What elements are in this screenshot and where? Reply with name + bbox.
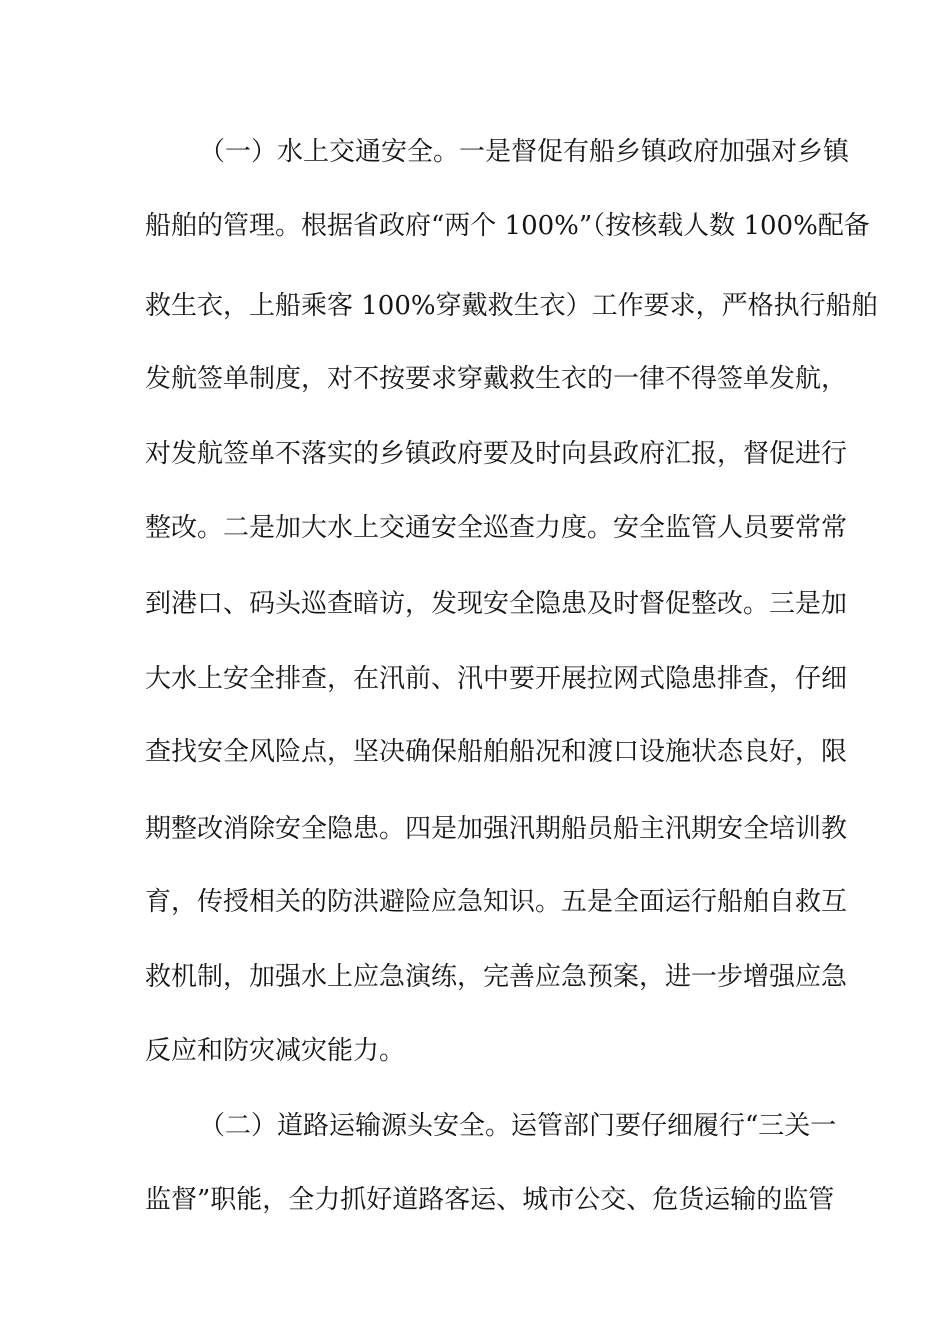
paragraph-1-line-12: 救机制，加强水上应急演练，完善应急预案，进一步增强应急 (145, 962, 848, 992)
paragraph-2-line-1: （二）道路运输源头安全。运管部门要仔细履行“三关一 (199, 1111, 837, 1141)
paragraph-1-line-4: 发航签单制度，对不按要求穿戴救生衣的一律不得签单发航， (145, 364, 848, 394)
paragraph-2-line-2: 监督”职能，全力抓好道路客运、城市公交、危货运输的监管 (145, 1185, 835, 1215)
paragraph-1-line-5: 对发航签单不落实的乡镇政府要及时向县政府汇报，督促进行 (145, 439, 848, 469)
paragraph-1-line-8: 大水上安全排查，在汛前、汛中要开展拉网式隐患排查，仔细 (145, 664, 848, 694)
paragraph-1-line-9: 查找安全风险点，坚决确保船舶船况和渡口设施状态良好，限 (145, 737, 848, 767)
paragraph-1-line-7: 到港口、码头巡查暗访，发现安全隐患及时督促整改。三是加 (145, 589, 848, 619)
paragraph-1-line-1: （一）水上交通安全。一是督促有船乡镇政府加强对乡镇 (199, 137, 850, 167)
paragraph-1-line-13: 反应和防灾减灾能力。 (145, 1036, 406, 1066)
paragraph-1-line-6: 整改。二是加大水上交通安全巡查力度。安全监管人员要常常 (145, 513, 848, 543)
paragraph-1-line-2: 船舶的管理。根据省政府“两个 100%”（按核载人数 100%配备 (145, 211, 870, 241)
paragraph-1-line-11: 育，传授相关的防洪避险应急知识。五是全面运行船舶自救互 (145, 887, 848, 917)
paragraph-1-line-10: 期整改消除安全隐患。四是加强汛期船员船主汛期安全培训教 (145, 814, 848, 844)
paragraph-1-line-3: 救生衣，上船乘客 100%穿戴救生衣）工作要求，严格执行船舶 (145, 291, 878, 321)
